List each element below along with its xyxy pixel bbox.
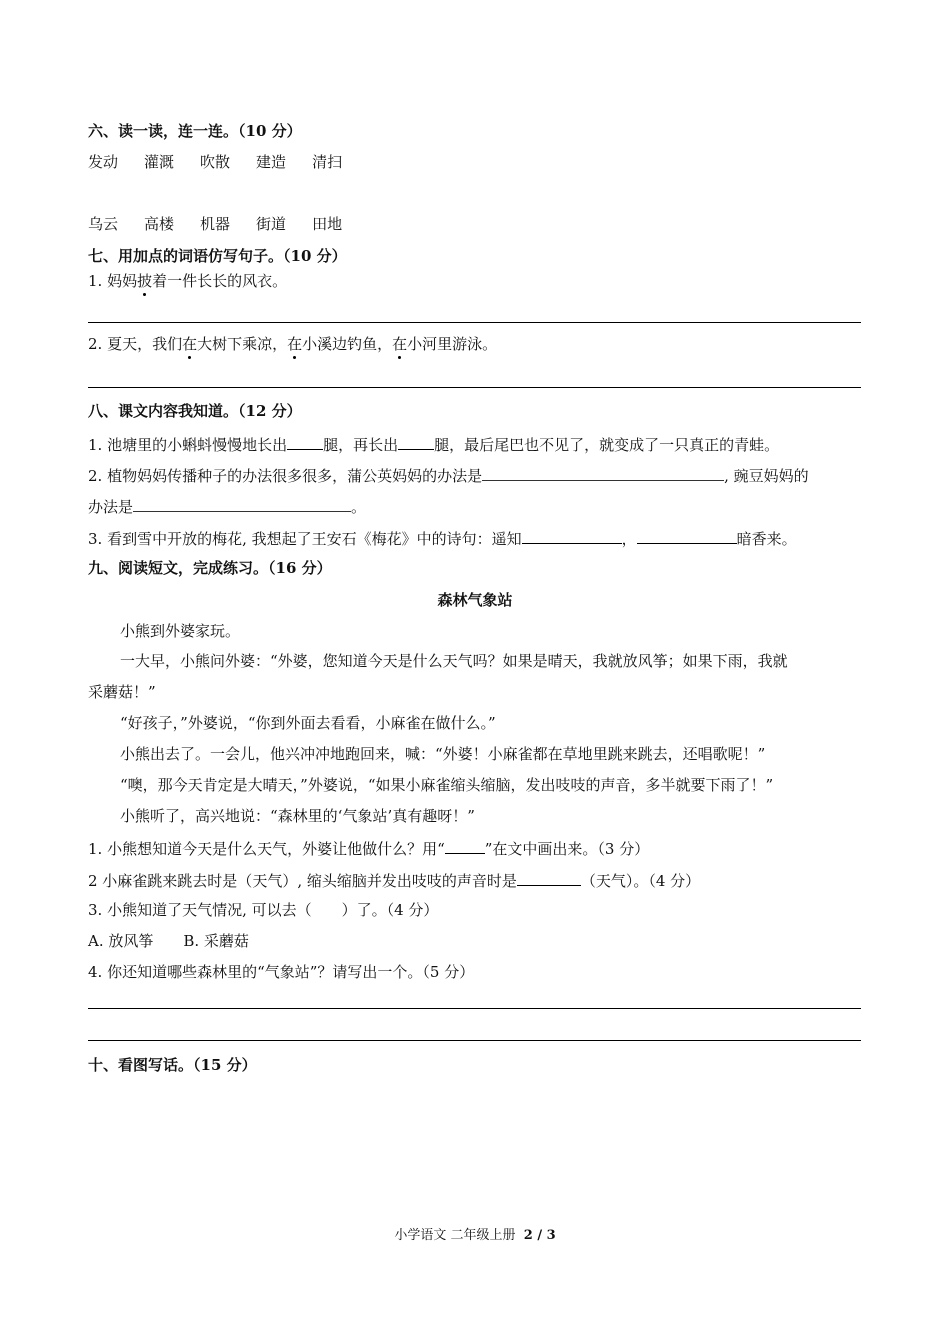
passage-paragraph-cont: 采蘑菇！” xyxy=(88,683,156,701)
s7-question-2: 2. 夏天，我们在大树下乘凉，在小溪边钓鱼，在小河里游泳。 xyxy=(88,335,498,353)
section-7-heading: 七、用加点的词语仿写句子。（10 分） xyxy=(88,247,347,265)
section-9-heading: 九、阅读短文，完成练习。（16 分） xyxy=(88,559,332,577)
answer-line[interactable] xyxy=(88,1040,861,1041)
section-6-heading: 六、读一读，连一连。（10 分） xyxy=(88,122,302,140)
s9-question-2: 2 小麻雀跳来跳去时是（天气）, 缩头缩脑并发出吱吱的声音时是 （天气）。（4 分） xyxy=(88,869,700,891)
s8-question-3: 3. 看到雪中开放的梅花, 我想起了王安石《梅花》中的诗句：遥知 ， 暗香来。 xyxy=(88,527,797,549)
word-item: 乌云 xyxy=(88,215,119,233)
word-row-top xyxy=(88,152,368,172)
passage-paragraph: “噢，那今天肯定是大晴天，”外婆说，“如果小麻雀缩头缩脑，发出吱吱的声音，多半就要下雨了！” xyxy=(120,776,774,794)
word-item: 灌溉 xyxy=(144,153,175,171)
dotted-word: 在 xyxy=(392,335,408,353)
s8-question-1: 1. 池塘里的小蝌蚪慢慢地长出 腿，再长出 腿，最后尾巴也不见了，就变成了一只真正的青蛙。 xyxy=(88,433,779,455)
section-10-heading: 十、看图写话。（15 分） xyxy=(88,1056,257,1074)
s9-question-1: 1. 小熊想知道今天是什么天气，外婆让他做什么？用“ ”在文中画出来。（3 分） xyxy=(88,837,649,859)
passage-paragraph: 小熊出去了。一会儿，他兴冲冲地跑回来，喊：“外婆！小麻雀都在草地里跳来跳去，还唱歌呢！” xyxy=(120,745,766,763)
fill-blank[interactable] xyxy=(133,495,351,512)
answer-line[interactable] xyxy=(88,322,861,323)
word-row-bottom xyxy=(88,214,368,234)
dotted-word: 在 xyxy=(287,335,303,353)
word-item: 吹散 xyxy=(200,153,231,171)
word-item: 田地 xyxy=(312,215,343,233)
word-item: 建造 xyxy=(256,153,287,171)
answer-line[interactable] xyxy=(88,1008,861,1009)
s8-question-2-cont: 办法是 。 xyxy=(88,495,366,517)
fill-blank[interactable] xyxy=(517,869,581,886)
s8-question-2: 2. 植物妈妈传播种子的办法很多很多，蒲公英妈妈的办法是 , 豌豆妈妈的 xyxy=(88,464,809,486)
fill-blank[interactable] xyxy=(482,464,724,481)
dotted-word: 披 xyxy=(137,272,153,290)
s9-question-4: 4. 你还知道哪些森林里的“气象站”？请写出一个。（5 分） xyxy=(88,963,475,981)
s9-question-3-options: A. 放风筝 B. 采蘑菇 xyxy=(88,932,249,950)
s9-question-3: 3. 小熊知道了天气情况, 可以去（ ）了。（4 分） xyxy=(88,901,439,919)
fill-blank[interactable] xyxy=(287,433,323,450)
word-item: 高楼 xyxy=(144,215,175,233)
passage-title: 森林气象站 xyxy=(437,591,513,609)
page-number: 2 / 3 xyxy=(523,1228,556,1243)
footer-text: 小学语文 二年级上册 xyxy=(394,1228,516,1243)
answer-line[interactable] xyxy=(88,387,861,388)
word-item: 街道 xyxy=(256,215,287,233)
dotted-word: 在 xyxy=(182,335,198,353)
page-footer xyxy=(0,1227,950,1245)
word-item: 机器 xyxy=(200,215,231,233)
section-8-heading: 八、课文内容我知道。（12 分） xyxy=(88,402,302,420)
fill-blank[interactable] xyxy=(637,527,737,544)
word-item: 清扫 xyxy=(312,153,343,171)
passage-paragraph: 一大早，小熊问外婆：“外婆，您知道今天是什么天气吗？如果是晴天，我就放风筝；如果下雨，我就 xyxy=(120,652,788,670)
fill-blank[interactable] xyxy=(522,527,622,544)
passage-paragraph: 小熊听了，高兴地说：“森林里的‘气象站’真有趣呀！” xyxy=(120,807,475,825)
s7-question-1: 1. 妈妈披着一件长长的风衣。 xyxy=(88,272,288,290)
word-item: 发动 xyxy=(88,153,119,171)
passage-paragraph: 小熊到外婆家玩。 xyxy=(120,622,241,640)
fill-blank[interactable] xyxy=(398,433,434,450)
passage-paragraph: “好孩子，”外婆说，“你到外面去看看，小麻雀在做什么。” xyxy=(120,714,496,732)
fill-blank[interactable] xyxy=(445,837,485,854)
